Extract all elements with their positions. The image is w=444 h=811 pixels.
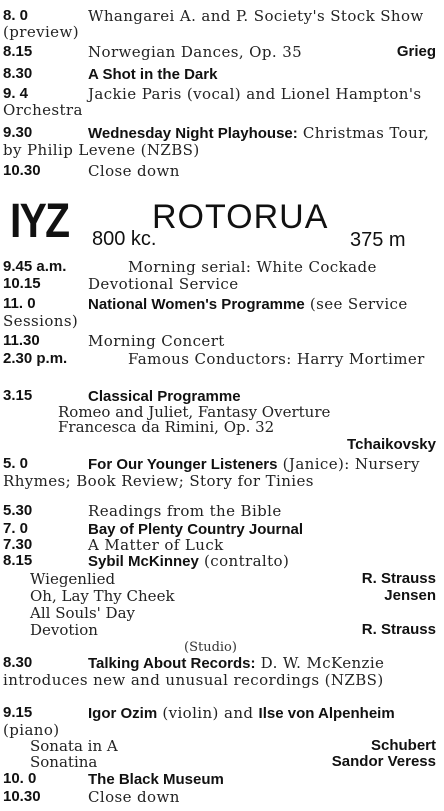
description: Norwegian Dances, Op. 35	[88, 43, 303, 61]
time: 10. 0	[3, 770, 37, 787]
composer: R. Strauss	[361, 570, 436, 587]
description: Christmas Tour, by Philip Levene (NZBS)	[3, 124, 430, 159]
title: Classical Programme	[88, 388, 241, 405]
entry-content	[3, 351, 436, 367]
time: 9.45 a.m.	[3, 258, 67, 275]
description: (Janice): Nursery Rhymes; Book Review; Story for Tinies	[3, 455, 420, 490]
entry-content	[88, 333, 436, 349]
entry-content	[3, 705, 436, 738]
time: 11. 0	[3, 295, 36, 312]
station-header	[0, 194, 444, 256]
listing-entry	[0, 8, 444, 42]
title: Talking About Records:	[88, 655, 256, 672]
entry-content	[88, 44, 436, 60]
entry-content	[88, 66, 436, 83]
description: (piano)	[3, 721, 60, 739]
time: 8. 0	[3, 7, 29, 24]
composer: Sandor Veress	[331, 753, 436, 770]
entry-content	[88, 771, 436, 788]
time: 5.30	[3, 502, 33, 519]
entry-content	[3, 655, 436, 688]
entry-content	[88, 503, 436, 519]
entry-content	[128, 259, 436, 275]
work-title: All Souls' Day	[30, 604, 135, 622]
title: A Shot in the Dark	[88, 66, 218, 83]
title: National Women's Programme	[88, 296, 305, 313]
description: Devotional Service	[88, 275, 239, 293]
time: 7.30	[3, 536, 33, 553]
title: Wednesday Night Playhouse:	[88, 125, 298, 142]
entry-content	[3, 456, 436, 489]
description: D. W. McKenzie introduces new and unusual recordings (NZBS)	[3, 654, 385, 689]
work-title: Romeo and Juliet, Fantasy Overture	[58, 403, 331, 421]
description: (contralto)	[198, 552, 290, 570]
time: 11.30	[3, 332, 40, 349]
work-title: Sonata in A	[30, 737, 118, 755]
station-callsign: IYZ	[10, 195, 69, 248]
time: 8.30	[3, 65, 33, 82]
description: Morning Concert	[88, 332, 225, 350]
title: The Black Museum	[88, 771, 224, 788]
entry-content	[3, 296, 436, 329]
title: Igor Ozim	[88, 705, 158, 722]
description: Jackie Paris (vocal) and Lionel Hampton's Orchestra	[3, 85, 422, 119]
title: Ilse von Alpenheim	[258, 705, 395, 722]
time: 8.15	[3, 552, 33, 569]
time: 5. 0	[3, 455, 29, 472]
work-title: Oh, Lay Thy Cheek	[30, 587, 175, 605]
composer: Tchaikovsky	[347, 436, 436, 453]
time: 8.30	[3, 654, 33, 671]
time: 3.15	[3, 387, 33, 404]
entry-content	[88, 276, 436, 292]
entry-content	[88, 789, 436, 805]
studio-label: (Studio)	[184, 640, 237, 655]
description: (see Service Sessions)	[3, 295, 408, 330]
station-frequency: 800 kc.	[92, 228, 157, 250]
title: For Our Younger Listeners	[88, 456, 278, 473]
time: 8.15	[3, 43, 33, 60]
title: Bay of Plenty Country Journal	[88, 521, 304, 538]
entry-content	[3, 125, 436, 158]
time: 9. 4	[3, 85, 29, 102]
entry-content	[3, 86, 436, 118]
work-title: Sonatina	[30, 753, 98, 771]
description: Famous Conductors: Harry Mortimer	[128, 350, 425, 368]
work-title: Francesca da Rimini, Op. 32	[58, 418, 275, 436]
description: A Matter of Luck	[88, 536, 224, 554]
time: 10.15	[3, 275, 41, 292]
time: 9.15	[3, 704, 33, 721]
entry-content	[88, 163, 436, 179]
composer: Jensen	[384, 587, 436, 604]
composer: R. Strauss	[361, 621, 436, 638]
time: 2.30 p.m.	[3, 350, 68, 367]
time: 9.30	[3, 124, 33, 141]
description: (violin) and	[157, 704, 259, 722]
time: 10.30	[3, 788, 41, 805]
description: Whangarei A. and P. Society's Stock Show (preview)	[3, 7, 424, 41]
description: Close down	[88, 788, 180, 806]
description: Readings from the Bible	[88, 502, 282, 520]
entry-content	[3, 8, 436, 40]
time: 10.30	[3, 162, 41, 179]
description: Morning serial: White Cockade	[128, 258, 377, 276]
time: 7. 0	[3, 520, 29, 537]
listing-entry	[0, 44, 444, 62]
station-wavelength: 375 m	[350, 229, 406, 251]
composer: Schubert	[370, 737, 436, 754]
title: Sybil McKinney	[88, 553, 199, 570]
composer: Grieg	[396, 43, 436, 60]
entry-content	[88, 537, 436, 553]
work-title: Wiegenlied	[30, 570, 116, 588]
entry-content	[88, 553, 436, 570]
description: Close down	[88, 162, 180, 180]
work-title: Devotion	[30, 621, 98, 639]
station-name: ROTORUA	[152, 198, 329, 236]
